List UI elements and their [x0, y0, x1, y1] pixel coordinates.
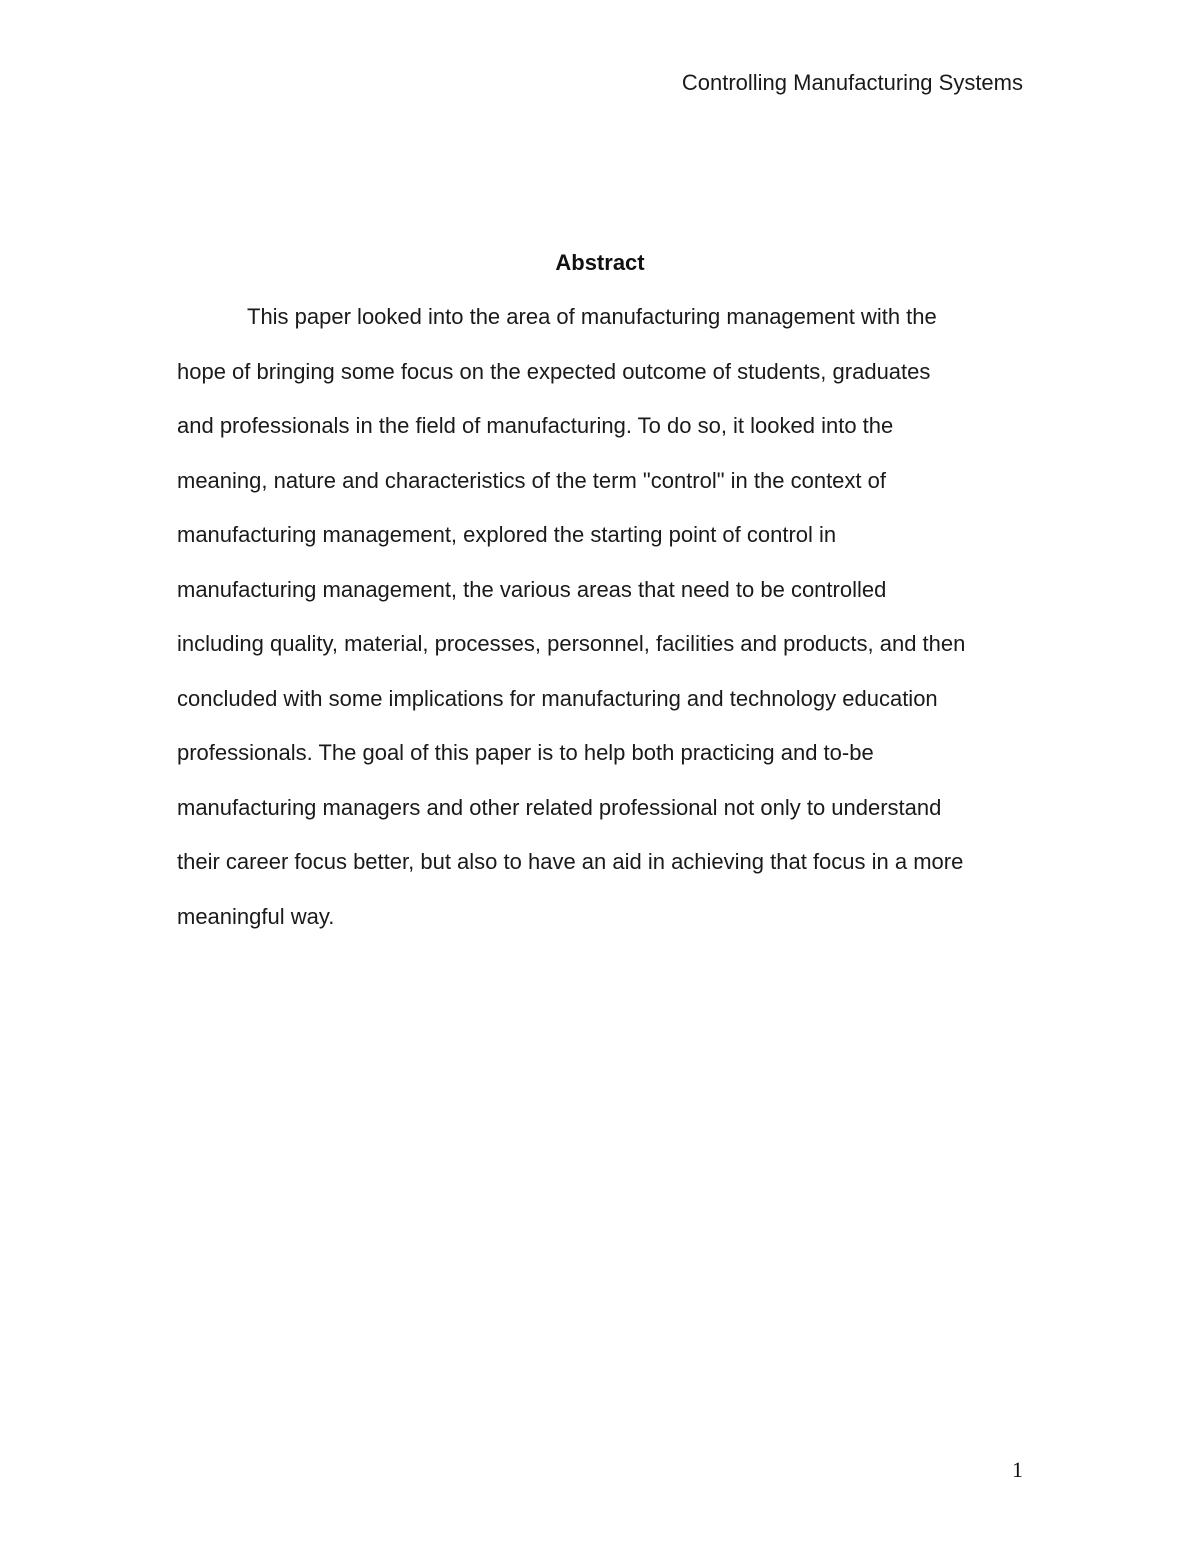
page-number: 1 [1012, 1457, 1023, 1482]
running-head: Controlling Manufacturing Systems [681, 70, 1023, 95]
abstract-line: manufacturing managers and other related professional not only to understand [177, 794, 942, 820]
abstract-line: meaningful way. [177, 903, 335, 929]
abstract-line: hope of bringing some focus on the expected outcome of students, graduates [177, 358, 931, 384]
abstract-line: and professionals in the field of manufacturing. To do so, it looked into the [177, 413, 894, 438]
abstract-line: their career focus better, but also to have an aid in achieving that focus in a more [177, 849, 964, 874]
abstract-line: including quality, material, processes, personnel, facilities and products, and then [177, 631, 966, 656]
abstract-line: manufacturing management, the various areas that need to be controlled [177, 576, 887, 602]
abstract-body [177, 290, 1023, 944]
abstract-line: meaning, nature and characteristics of the term "control" in the context of [177, 467, 886, 493]
abstract-line: manufacturing management, explored the starting point of control in [177, 522, 837, 547]
abstract-heading: Abstract [555, 250, 645, 275]
abstract-line: concluded with some implications for manufacturing and technology education [177, 685, 938, 711]
abstract-line: professionals. The goal of this paper is to help both practicing and to-be [177, 740, 874, 765]
abstract-line: This paper looked into the area of manufacturing management with the [247, 304, 937, 329]
